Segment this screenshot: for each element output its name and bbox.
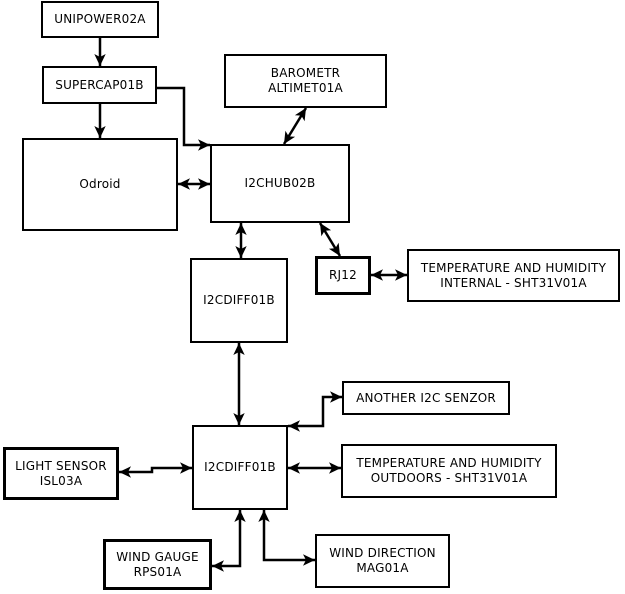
node-barometr-altimet01a	[224, 54, 387, 108]
node-label: I2CHUB02B	[244, 176, 316, 190]
node-unipower02a	[41, 1, 159, 38]
node-label: OUTDOORS - SHT31V01A	[370, 471, 528, 485]
edge-barometer-i2chub	[284, 108, 306, 144]
edge-i2cdiff-lower-another-sensor	[288, 397, 342, 426]
edge-i2cdiff-lower-wind-gauge	[212, 510, 240, 566]
node-wind-gauge-rps01a	[103, 539, 212, 590]
node-label: TEMPERATURE AND HUMIDITY	[420, 260, 607, 275]
node-label: MAG01A	[356, 561, 409, 575]
node-another-i2c-senzor	[342, 381, 510, 415]
node-label: UNIPOWER02A	[54, 12, 146, 26]
node-i2cdiff01b-upper	[190, 258, 288, 343]
node-label: SUPERCAP01B	[55, 77, 144, 92]
node-label: WIND GAUGE	[116, 549, 199, 564]
node-i2chub02b	[210, 144, 350, 223]
node-rj12	[315, 256, 371, 295]
node-label: RJ12	[329, 268, 357, 282]
node-temp-humidity-internal-sht31v01a	[407, 249, 620, 302]
node-label: TEMPERATURE AND HUMIDITY	[356, 456, 542, 470]
node-label: I2CDIFF01B	[203, 293, 275, 307]
node-label: ISL03A	[39, 473, 83, 488]
edge-light-sensor-i2cdiff-lower	[119, 468, 192, 472]
node-i2cdiff01b-lower	[192, 425, 288, 510]
node-temp-humidity-outdoors-sht31v01a	[341, 444, 557, 498]
node-label: ANOTHER I2C SENZOR	[356, 390, 496, 405]
node-supercap01b	[42, 66, 157, 104]
node-light-sensor-isl03a	[3, 447, 119, 500]
node-odroid	[22, 138, 178, 231]
node-label: BAROMETR	[270, 66, 341, 80]
node-label: ALTIMET01A	[268, 81, 343, 95]
node-label: WIND DIRECTION	[329, 546, 436, 560]
edge-supercap-i2chub	[157, 88, 210, 145]
node-label: I2CDIFF01B	[204, 460, 276, 474]
node-label: INTERNAL - SHT31V01A	[440, 275, 587, 290]
node-label: RPS01A	[133, 564, 182, 579]
node-label: LIGHT SENSOR	[15, 458, 107, 473]
edge-i2cdiff-lower-wind-direction	[264, 510, 315, 560]
edge-i2chub-rj12	[320, 223, 340, 256]
node-wind-direction-mag01a	[315, 534, 450, 588]
node-label: Odroid	[79, 177, 121, 191]
